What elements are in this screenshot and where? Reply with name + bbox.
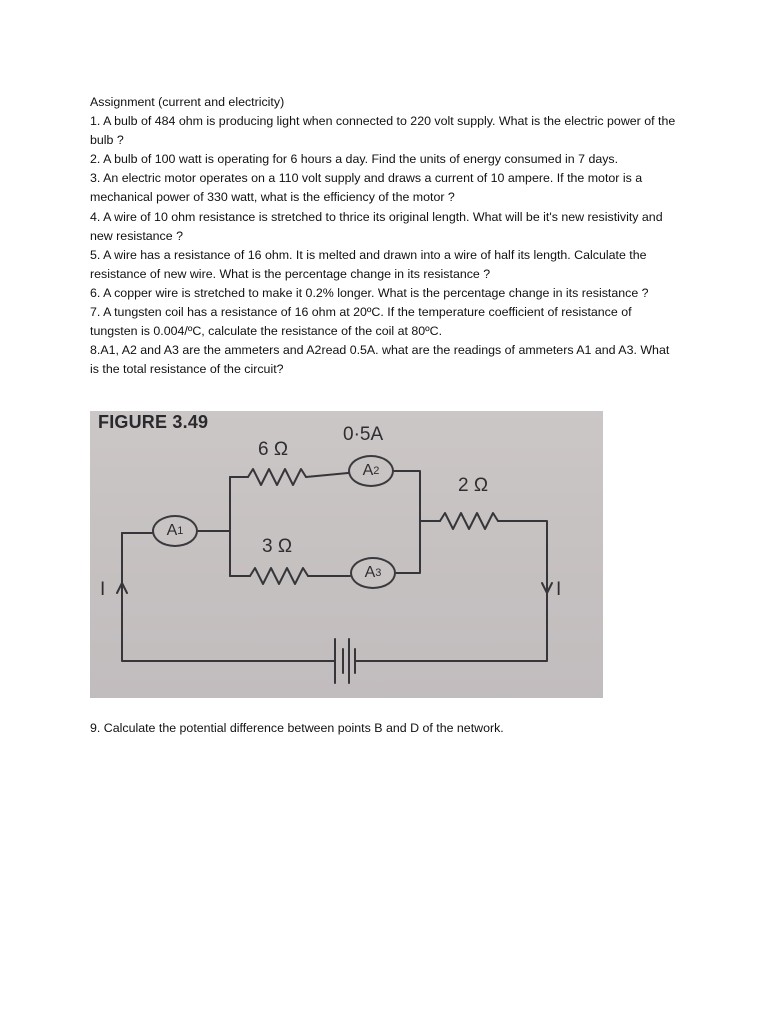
label-current-top: 0·5A	[343, 424, 384, 445]
label-6-ohm: 6 Ω	[258, 439, 289, 460]
ammeter-a3-label: A	[364, 564, 376, 581]
ammeter-a3	[350, 557, 396, 589]
question-7: 7. A tungsten coil has a resistance of 16 ohm at 20ºC. If the temperature coefficient of resistance of tungsten is 0.004/ºC, calculate the resistance of the coil at 80ºC.	[90, 305, 632, 339]
wire-right	[355, 521, 547, 661]
label-current-left: I	[100, 579, 106, 600]
question-3: 3. An electric motor operates on a 110 volt supply and draws a current of 10 ampere. If the motor is a mechanical power of 330 watt, what is the efficiency of the motor ?	[90, 171, 643, 205]
label-3-ohm: 3 Ω	[262, 536, 293, 557]
assignment-text	[90, 93, 680, 379]
ammeter-a1-subscript: 1	[177, 525, 184, 537]
resistor-6ohm	[248, 469, 306, 485]
wire-left	[122, 533, 335, 661]
ammeter-a1	[152, 515, 198, 547]
arrow-left	[117, 583, 127, 597]
resistor-3ohm	[250, 568, 308, 584]
circuit-figure-photo	[90, 411, 603, 698]
wire-a2-right	[394, 471, 420, 521]
ammeter-a2-subscript: 2	[373, 465, 380, 477]
arrow-right	[542, 577, 552, 593]
ammeter-a3-subscript: 3	[375, 567, 382, 579]
question-4: 4. A wire of 10 ohm resistance is stretched to thrice its original length. What will be it's new resistivity and new resistance ?	[90, 209, 663, 243]
question-8: 8.A1, A2 and A3 are the ammeters and A2read 0.5A. what are the readings of ammeters A1 and A3. What is the total resistance of the circuit?	[90, 343, 670, 377]
question-2: 2. A bulb of 100 watt is operating for 6 hours a day. Find the units of energy consumed in 7 days.	[90, 152, 619, 167]
question-1: 1. A bulb of 484 ohm is producing light when connected to 220 volt supply. What is the electric power of the bulb ?	[90, 114, 676, 148]
circuit-diagram	[90, 411, 603, 698]
ammeter-a1-label: A	[166, 522, 178, 539]
wire-top-branch-right	[306, 473, 348, 477]
label-2-ohm: 2 Ω	[458, 475, 489, 496]
question-9: 9. Calculate the potential difference between points B and D of the network.	[90, 721, 504, 735]
resistor-2ohm	[440, 513, 498, 529]
question-5: 5. A wire has a resistance of 16 ohm. It is melted and drawn into a wire of half its length. Calculate the resistance of new wire. What is the percentage change in its resistance ?	[90, 247, 647, 281]
wire-a3-right	[396, 521, 420, 573]
label-current-right: I	[556, 579, 562, 600]
question-6: 6. A copper wire is stretched to make it 0.2% longer. What is the percentage change in its resistance ?	[90, 285, 649, 300]
figure-caption: FIGURE 3.49	[98, 412, 209, 432]
assignment-title: Assignment (current and electricity)	[90, 95, 285, 109]
ammeter-a2-label: A	[362, 462, 374, 479]
ammeter-a2	[348, 455, 394, 487]
